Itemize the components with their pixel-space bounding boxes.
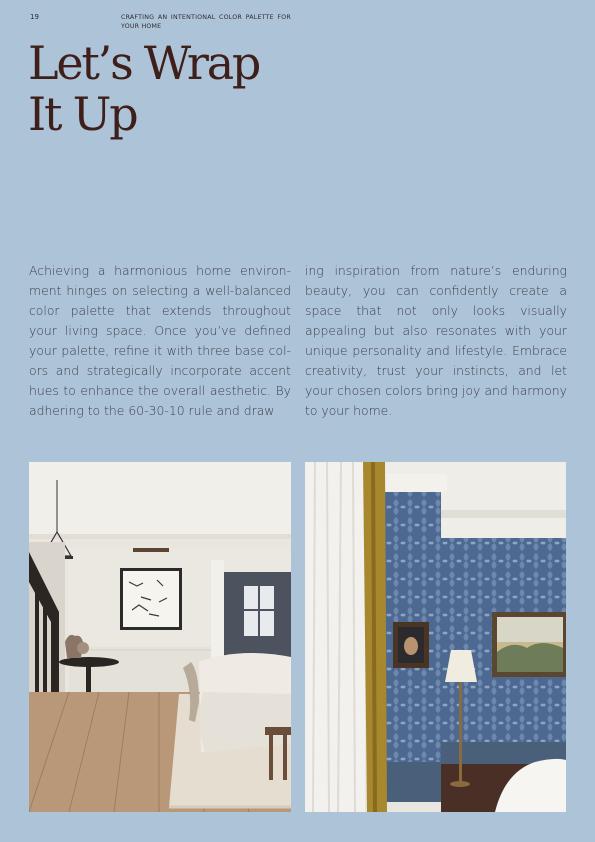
page-title-line-2: It Up — [28, 87, 137, 141]
page-title-line-1: Let’s Wrap — [28, 36, 260, 90]
body-text-column-right: ing inspiration from nature’s enduring beauty, you can confidently create a space that not only looks visually appealing but also resonates with your unique personality and lifestyle. Embrace creativity, trust your instincts, and let your chosen colors bring joy and harmony to your home. — [305, 263, 567, 418]
blue-wallpaper-room-photo — [305, 462, 566, 812]
page-number: 19 — [30, 13, 39, 21]
body-text-column-left: Achieving a harmonious home environment hinges on selecting a well-balanced color palette that extends throughout your living space. Once you’ve defined your palette, refine it with three base colors and strategically incorporate accent hues to enhance the overall aesthetic. By adhering to the 60-30-10 rule and draw — [29, 263, 291, 418]
running-header: CRAFTING AN INTENTIONAL COLOR PALETTE FOR YOUR HOME — [121, 14, 291, 30]
living-room-photo — [29, 462, 291, 812]
blue-wallpaper-illustration — [305, 462, 566, 812]
page-title — [28, 38, 348, 140]
living-room-illustration — [29, 462, 291, 812]
